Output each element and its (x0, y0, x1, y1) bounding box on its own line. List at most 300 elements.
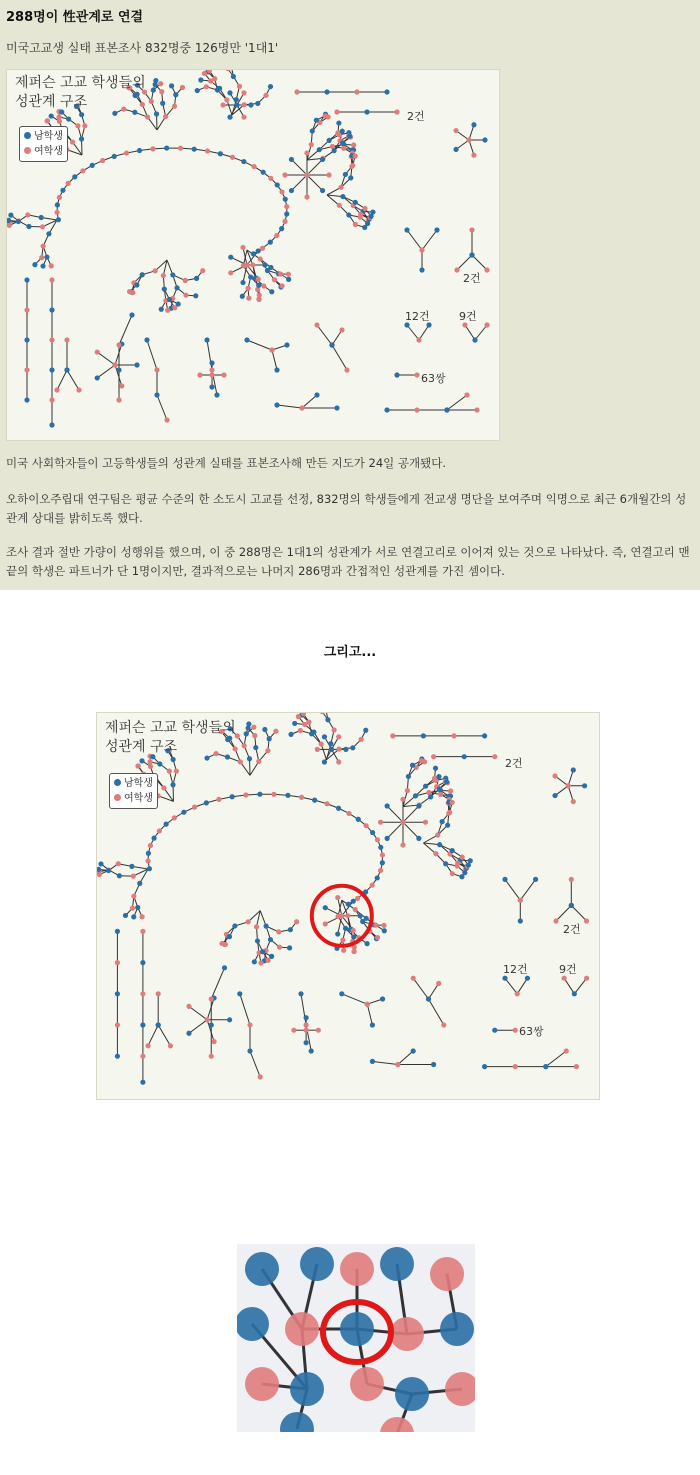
node (533, 877, 538, 882)
node (100, 158, 105, 163)
node (158, 81, 163, 86)
node (312, 798, 317, 803)
node (513, 1064, 518, 1069)
node (232, 923, 237, 928)
node (426, 996, 431, 1001)
zoom-node (445, 1372, 475, 1406)
node (240, 294, 245, 299)
node (252, 733, 257, 738)
node (151, 87, 156, 92)
node (227, 115, 232, 120)
node (438, 792, 443, 797)
edge (277, 405, 302, 408)
node (380, 852, 385, 857)
node (241, 115, 246, 120)
node (140, 914, 145, 919)
node (183, 293, 188, 298)
node (296, 714, 301, 719)
node (359, 737, 364, 742)
node (204, 337, 209, 342)
node (453, 147, 458, 152)
node (134, 282, 139, 287)
edge (67, 370, 79, 390)
node (39, 215, 44, 220)
node (433, 766, 438, 771)
edge (148, 1025, 158, 1046)
node (346, 902, 351, 907)
node (268, 84, 273, 89)
node (347, 133, 352, 138)
node (116, 367, 121, 372)
node (336, 759, 341, 764)
node (171, 757, 176, 762)
node (209, 1054, 214, 1059)
node (413, 793, 418, 798)
node (32, 262, 37, 267)
node (64, 367, 69, 372)
node (140, 1022, 145, 1027)
node (445, 823, 450, 828)
node (205, 1017, 210, 1022)
node (288, 927, 293, 932)
map-title: 제퍼슨 고교 학생들의 성관계 구조 (15, 75, 146, 110)
node (97, 872, 102, 877)
node (328, 741, 333, 746)
node (380, 996, 385, 1001)
node (202, 71, 207, 76)
node (242, 743, 247, 748)
node (394, 372, 399, 377)
node (284, 211, 289, 216)
node (385, 836, 390, 841)
node (258, 960, 263, 965)
node (316, 1028, 321, 1033)
node (315, 747, 320, 752)
node (261, 283, 266, 288)
node (220, 102, 225, 107)
node (400, 842, 405, 847)
node (421, 733, 426, 738)
node (346, 811, 351, 816)
node (428, 794, 433, 799)
node (268, 265, 273, 270)
network-graph (97, 713, 599, 1099)
node (552, 793, 557, 798)
node (444, 779, 449, 784)
edge (119, 315, 132, 345)
node (364, 109, 369, 114)
node (390, 733, 395, 738)
node (267, 736, 272, 741)
node (275, 182, 280, 187)
node (49, 277, 54, 282)
node (41, 244, 46, 249)
node (250, 262, 255, 267)
legend-male-2: 남학생 (114, 776, 153, 791)
node (346, 212, 351, 217)
node (145, 114, 150, 119)
node (324, 801, 329, 806)
node (375, 935, 380, 940)
edge (301, 994, 306, 1025)
node (466, 137, 471, 142)
edge (291, 159, 307, 175)
node (157, 761, 162, 766)
node (273, 729, 278, 734)
node (434, 227, 439, 232)
edge (338, 898, 342, 916)
node (137, 881, 142, 886)
node (169, 83, 174, 88)
node (140, 960, 145, 965)
node (129, 312, 134, 317)
node (209, 996, 214, 1001)
node (375, 837, 380, 842)
edge (564, 978, 574, 994)
node (310, 128, 315, 133)
node (304, 1040, 309, 1045)
node (471, 153, 476, 158)
node (502, 877, 507, 882)
node (140, 272, 145, 277)
node (244, 262, 249, 267)
node (149, 99, 154, 104)
node (373, 923, 378, 928)
node (127, 289, 132, 294)
node (49, 367, 54, 372)
node (246, 919, 251, 924)
node (170, 782, 175, 787)
node (322, 734, 327, 739)
node (159, 89, 164, 94)
node (131, 914, 136, 919)
node (277, 945, 282, 950)
node (384, 89, 389, 94)
node (245, 286, 250, 291)
node (181, 810, 186, 815)
node (263, 93, 268, 98)
node (382, 928, 387, 933)
node (320, 188, 325, 193)
node (237, 84, 242, 89)
node (205, 148, 210, 153)
edge (211, 968, 224, 999)
edge (413, 978, 428, 999)
node (255, 101, 260, 106)
node (70, 139, 75, 144)
node (265, 748, 270, 753)
node (469, 252, 474, 257)
map-legend-2 (109, 773, 158, 809)
node (311, 729, 316, 734)
node (262, 727, 267, 732)
node (217, 86, 222, 91)
node (262, 262, 267, 267)
node (582, 783, 587, 788)
node (224, 97, 229, 102)
node (8, 213, 13, 218)
node (334, 109, 339, 114)
node (115, 1054, 120, 1059)
node (344, 367, 349, 372)
node (135, 763, 140, 768)
node (198, 77, 203, 82)
node (289, 188, 294, 193)
node (471, 122, 476, 127)
node (286, 277, 291, 282)
node (157, 828, 162, 833)
node (115, 929, 120, 934)
node (572, 991, 577, 996)
node (284, 204, 289, 209)
node (57, 195, 62, 200)
node (435, 832, 440, 837)
zoom-node (280, 1412, 314, 1432)
zoom-node (237, 1307, 269, 1341)
node (60, 188, 65, 193)
node (336, 806, 341, 811)
node (56, 217, 61, 222)
node (370, 830, 375, 835)
node (112, 154, 117, 159)
node (240, 245, 245, 250)
zoom-svg (237, 1244, 475, 1432)
node (423, 784, 428, 789)
node (400, 820, 405, 825)
label-12-triads: 12건 (405, 310, 430, 323)
edge (472, 255, 487, 270)
node (260, 949, 265, 954)
node (448, 788, 453, 793)
node (345, 913, 350, 918)
node (209, 1022, 214, 1027)
node (269, 347, 274, 352)
node (219, 941, 224, 946)
node (334, 405, 339, 410)
node (325, 717, 330, 722)
node (230, 794, 235, 799)
node (241, 90, 246, 95)
node (147, 759, 152, 764)
node (450, 848, 455, 853)
node (286, 272, 291, 277)
legend-female: 여학생 (24, 144, 63, 159)
zoom-node (340, 1312, 374, 1346)
node (324, 89, 329, 94)
node (243, 792, 248, 797)
paragraph-2: 오하이오주립대 연구팀은 평균 수준의 한 소도시 고교를 선정, 832명의 학생들에게 전교생 명단을 보여주며 익명으로 최근 6개월간의 성관계 상대를 밝히도록 했다. (6, 492, 687, 525)
label-9-triads: 9건 (459, 310, 477, 323)
zoom-node (350, 1367, 384, 1401)
node (482, 1064, 487, 1069)
node (192, 805, 197, 810)
female-dot-icon (24, 147, 31, 154)
edge (189, 1006, 207, 1019)
edge (250, 1051, 260, 1077)
node (255, 938, 260, 943)
node (216, 797, 221, 802)
node (553, 918, 558, 923)
node (339, 991, 344, 996)
node (450, 871, 455, 876)
node (209, 384, 214, 389)
node (336, 746, 341, 751)
node (251, 164, 256, 169)
zoom-node (245, 1252, 279, 1286)
edge (157, 395, 167, 420)
node (209, 360, 214, 365)
edge (247, 340, 272, 350)
node (484, 267, 489, 272)
node (24, 337, 29, 342)
node (375, 875, 380, 880)
node (227, 934, 232, 939)
node (354, 89, 359, 94)
node (56, 114, 61, 119)
node (482, 137, 487, 142)
edge (429, 999, 444, 1025)
node (564, 1048, 569, 1053)
edge (465, 325, 475, 340)
node (343, 172, 348, 177)
node (327, 138, 332, 143)
node (268, 240, 273, 245)
node (323, 113, 328, 118)
node (378, 845, 383, 850)
label-2-triads-2: 2건 (563, 923, 581, 936)
edge (571, 905, 586, 921)
node (323, 921, 328, 926)
node (147, 866, 152, 871)
node (294, 89, 299, 94)
node (176, 301, 181, 306)
node (353, 907, 358, 912)
node (95, 375, 100, 380)
node (351, 899, 356, 904)
edge (147, 340, 157, 370)
edge (367, 1004, 372, 1025)
node (419, 758, 424, 763)
node (335, 931, 340, 936)
node (204, 84, 209, 89)
node (584, 976, 589, 981)
node (64, 337, 69, 342)
node (119, 383, 124, 388)
node (46, 231, 51, 236)
edge (457, 255, 472, 270)
node (416, 803, 421, 808)
node (431, 754, 436, 759)
node (253, 745, 258, 750)
node (80, 168, 85, 173)
node (228, 255, 233, 260)
node (464, 392, 469, 397)
node (339, 327, 344, 332)
node (135, 905, 140, 910)
node (353, 200, 358, 205)
node (368, 214, 373, 219)
node (195, 88, 200, 93)
node (416, 337, 421, 342)
node (314, 322, 319, 327)
node (151, 836, 156, 841)
node (414, 407, 419, 412)
node (231, 74, 236, 79)
node (39, 255, 44, 260)
node (131, 894, 136, 899)
node (256, 759, 261, 764)
edge (407, 325, 419, 340)
node (513, 1028, 518, 1033)
node (394, 109, 399, 114)
node (79, 112, 84, 117)
node (304, 1022, 309, 1027)
node (518, 898, 523, 903)
node (247, 1048, 252, 1053)
node (164, 822, 169, 827)
node (221, 372, 226, 377)
node (268, 176, 273, 181)
node (240, 280, 245, 285)
node (24, 277, 29, 282)
node (124, 150, 129, 155)
node (258, 256, 263, 261)
node (244, 337, 249, 342)
node (492, 1028, 497, 1033)
node (466, 862, 471, 867)
edge (243, 247, 247, 265)
node (385, 803, 390, 808)
node (164, 417, 169, 422)
node (282, 219, 287, 224)
node (351, 934, 356, 939)
node (16, 219, 21, 224)
edge (342, 994, 368, 1004)
node (268, 937, 273, 942)
node (159, 307, 164, 312)
node (106, 868, 111, 873)
then-caption: 그리고... (323, 645, 377, 660)
node (451, 733, 456, 738)
node (54, 210, 59, 215)
node (279, 283, 284, 288)
zoom-node (430, 1257, 464, 1291)
node (269, 954, 274, 959)
node (183, 278, 188, 283)
node (299, 795, 304, 800)
node (256, 283, 261, 288)
map-title-2: 제퍼슨 고교 학생들의 성관계 구조 (105, 720, 236, 755)
node (145, 1043, 150, 1048)
edge (372, 1061, 398, 1064)
node (266, 958, 271, 963)
node (450, 800, 455, 805)
node (454, 267, 459, 272)
node (292, 721, 297, 726)
node (378, 820, 383, 825)
node (436, 981, 441, 986)
node (341, 948, 346, 953)
node (329, 342, 334, 347)
node (291, 1028, 296, 1033)
node (66, 116, 71, 121)
node (381, 923, 386, 928)
map-legend (19, 126, 68, 162)
node (309, 1048, 314, 1053)
node (459, 874, 464, 879)
node (174, 285, 179, 290)
edge (398, 1051, 413, 1065)
